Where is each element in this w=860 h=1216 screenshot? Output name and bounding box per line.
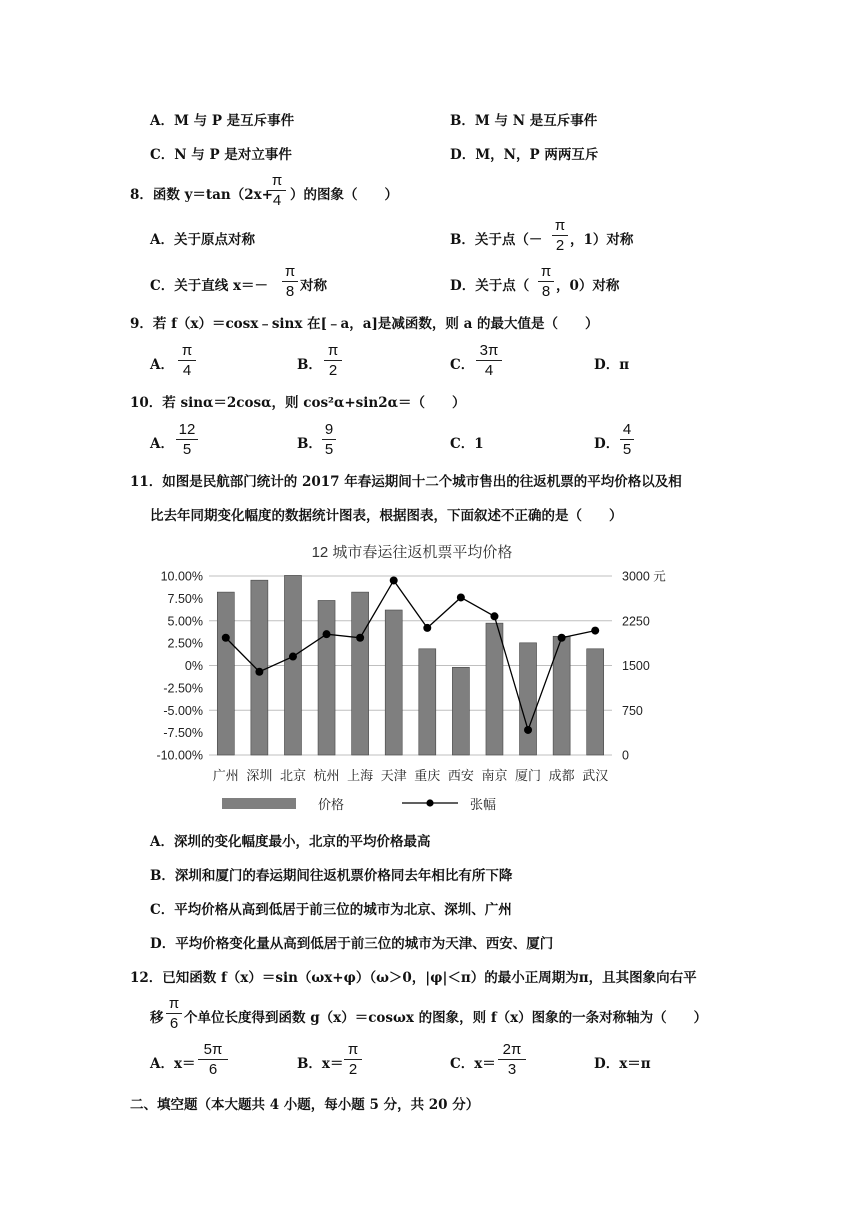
fraction-numerator: π <box>540 263 552 280</box>
q10-stem: 10．若 sinα＝2cosα，则 cos²α+sin2α＝（ ） <box>130 395 466 411</box>
q8-option-c-part2: 对称 <box>300 278 327 294</box>
q12-option-a-label: A．x＝ <box>150 1056 196 1072</box>
change-point <box>558 634 566 642</box>
right-tick-label: 3000 元 <box>622 569 666 584</box>
change-point <box>524 726 532 734</box>
change-point <box>289 653 297 661</box>
fraction-numerator: 4 <box>622 421 632 438</box>
q8-stem-part2: ）的图象（ ） <box>290 187 398 203</box>
q8-option-c-fraction <box>282 263 298 300</box>
q10-option-b-fraction <box>322 421 336 458</box>
q12-option-d: D．x＝π <box>594 1056 651 1072</box>
q11-option-a: A．深圳的变化幅度最小，北京的平均价格最高 <box>150 834 431 850</box>
fraction-denominator: 6 <box>169 1015 179 1032</box>
q9-option-c-fraction <box>476 342 502 379</box>
fraction-denominator: 3 <box>507 1061 517 1078</box>
city-label: 广州 <box>212 768 239 783</box>
price-bar <box>385 610 402 755</box>
city-label: 天津 <box>380 768 407 783</box>
fraction-numerator: π <box>168 995 180 1012</box>
q8-option-d-part1: D．关于点（ <box>450 278 530 294</box>
q12-stem-line2-part1: 移 <box>150 1010 164 1026</box>
fraction-denominator: 6 <box>208 1061 218 1078</box>
left-axis-ticks <box>156 570 203 763</box>
price-bar <box>318 600 335 755</box>
city-label: 西安 <box>447 768 474 783</box>
left-tick-label: -2.50% <box>163 681 203 696</box>
q9-option-b-fraction <box>324 342 342 379</box>
city-label: 北京 <box>279 768 306 783</box>
q11-option-c: C．平均价格从高到低居于前三位的城市为北京、深圳、广州 <box>150 902 512 918</box>
q8-option-c-part1: C．关于直线 x＝－ <box>150 278 268 294</box>
q7-option-d: D．M，N，P 两两互斥 <box>450 147 599 163</box>
fraction-numerator: 2π <box>502 1041 522 1058</box>
fraction-denominator: 8 <box>285 283 295 300</box>
change-point <box>323 630 331 638</box>
legend-bar-swatch <box>222 798 296 809</box>
q8-option-b-part2: ，1）对称 <box>570 232 634 248</box>
change-point <box>423 624 431 632</box>
fraction-denominator: 2 <box>328 362 338 379</box>
q8-option-b-part1: B．关于点（－ <box>450 232 543 248</box>
price-bar <box>217 592 234 755</box>
right-tick-label: 750 <box>622 703 643 718</box>
q9-option-c-label: C． <box>450 357 475 373</box>
fraction-numerator: π <box>347 1041 359 1058</box>
left-tick-label: 7.50% <box>167 591 203 606</box>
left-tick-label: 10.00% <box>160 569 203 584</box>
q9-option-b-label: B． <box>297 357 322 373</box>
left-tick-label: -10.00% <box>156 748 203 763</box>
change-point <box>222 634 230 642</box>
price-bar <box>251 580 268 755</box>
fraction-denominator: 5 <box>622 441 632 458</box>
right-tick-label: 1500 <box>622 659 650 673</box>
city-label: 上海 <box>347 768 374 783</box>
fraction-numerator: π <box>327 342 339 359</box>
q12-stem-line2-part2: 个单位长度得到函数 g（x）＝cosωx 的图象，则 f（x）图象的一条对称轴为（ ） <box>184 1010 708 1026</box>
section-heading: 二、填空题（本大题共 4 小题，每小题 5 分，共 20 分） <box>130 1097 480 1113</box>
q10-option-c: C．1 <box>450 436 484 452</box>
fraction-denominator: 4 <box>484 362 494 379</box>
fraction-numerator: 12 <box>178 421 196 438</box>
q8-stem-fraction <box>268 172 286 209</box>
legend-price-label: 价格 <box>318 797 345 812</box>
q7-option-a: A．M 与 P 是互斥事件 <box>150 113 295 129</box>
q8-option-d-part2: ，0）对称 <box>556 278 620 294</box>
price-bar <box>587 649 604 755</box>
price-bar <box>284 575 301 755</box>
change-point <box>255 668 263 676</box>
fraction-denominator: 2 <box>348 1061 358 1078</box>
q10-option-a-label: A． <box>150 436 174 452</box>
fraction-denominator: 2 <box>555 237 565 254</box>
fraction-numerator: π <box>181 342 193 359</box>
fraction-numerator: 5π <box>203 1041 223 1058</box>
q10-option-d-label: D． <box>594 436 620 452</box>
q8-stem-part1: 8．函数 y＝tan（2x+ <box>130 187 273 203</box>
price-bar <box>352 592 369 755</box>
q12-stem-fraction <box>166 995 182 1032</box>
fraction-numerator: π <box>271 172 283 189</box>
q12-option-c-fraction <box>498 1041 526 1078</box>
price-bar <box>520 643 537 755</box>
q11-stem-line2: 比去年同期变化幅度的数据统计图表，根据图表，下面叙述不正确的是（ ） <box>150 508 623 524</box>
city-label: 成都 <box>548 768 575 783</box>
change-point <box>591 627 599 635</box>
q10-option-d-fraction <box>620 421 634 458</box>
city-label: 深圳 <box>246 768 273 783</box>
left-tick-label: 2.50% <box>167 636 203 651</box>
fraction-numerator: 3π <box>479 342 499 359</box>
fraction-denominator: 8 <box>541 283 551 300</box>
fraction-numerator: π <box>554 217 566 234</box>
legend-line-marker <box>426 799 433 806</box>
city-label: 杭州 <box>313 768 340 783</box>
fraction-denominator: 5 <box>182 441 192 458</box>
price-bar <box>419 649 436 755</box>
price-chart <box>140 535 680 825</box>
city-label: 南京 <box>481 768 508 783</box>
right-tick-label: 0 <box>622 748 629 763</box>
chart-title: 12 城市春运往返机票平均价格 <box>311 544 513 561</box>
legend-change-label: 张幅 <box>470 797 497 812</box>
city-label: 武汉 <box>582 768 609 783</box>
q8-option-a: A．关于原点对称 <box>150 232 255 248</box>
q11-option-b: B．深圳和厦门的春运期间往返机票价格同去年相比有所下降 <box>150 868 513 884</box>
change-point <box>457 593 465 601</box>
fraction-numerator: 9 <box>324 421 334 438</box>
right-tick-label: 2250 <box>622 614 650 629</box>
q7-option-b: B．M 与 N 是互斥事件 <box>450 113 598 129</box>
q10-option-a-fraction <box>176 421 198 458</box>
price-bar <box>452 667 469 755</box>
left-tick-label: -5.00% <box>163 703 203 718</box>
q9-stem: 9．若 f（x）＝cosx﹣sinx 在[﹣a，a]是减函数，则 a 的最大值是（ ） <box>130 316 599 332</box>
fraction-denominator: 5 <box>324 441 334 458</box>
q12-option-c-label: C．x＝ <box>450 1056 496 1072</box>
left-tick-label: 5.00% <box>167 614 203 629</box>
q9-option-a-label: A． <box>150 357 174 373</box>
q10-option-b-label: B． <box>297 436 322 452</box>
q8-option-d-fraction <box>538 263 554 300</box>
right-axis-ticks <box>622 570 666 763</box>
q7-option-c: C．N 与 P 是对立事件 <box>150 147 292 163</box>
change-point <box>356 634 364 642</box>
fraction-denominator: 4 <box>272 192 282 209</box>
change-point <box>390 576 398 584</box>
city-label: 厦门 <box>515 768 542 783</box>
city-label: 重庆 <box>414 768 441 783</box>
q8-option-b-fraction <box>552 217 568 254</box>
q12-stem-line1: 12．已知函数 f（x）＝sin（ωx+φ）（ω＞0，|φ|＜π）的最小正周期为π，且其图象向右平 <box>130 970 697 986</box>
q12-option-b-label: B．x＝ <box>297 1056 344 1072</box>
left-tick-label: -7.50% <box>163 726 203 741</box>
q9-option-a-fraction <box>178 342 196 379</box>
fraction-denominator: 4 <box>182 362 192 379</box>
city-labels <box>213 768 608 783</box>
q12-option-a-fraction <box>198 1041 228 1078</box>
q12-option-b-fraction <box>344 1041 362 1078</box>
change-polyline <box>226 580 595 729</box>
change-point <box>490 612 498 620</box>
q11-stem-line1: 11．如图是民航部门统计的 2017 年春运期间十二个城市售出的往返机票的平均价格以及相 <box>130 474 682 490</box>
left-tick-label: 0% <box>184 659 203 673</box>
price-bar <box>486 623 503 755</box>
q9-option-d: D．π <box>594 357 630 373</box>
q11-option-d: D．平均价格变化量从高到低居于前三位的城市为天津、西安、厦门 <box>150 936 554 952</box>
fraction-numerator: π <box>284 263 296 280</box>
